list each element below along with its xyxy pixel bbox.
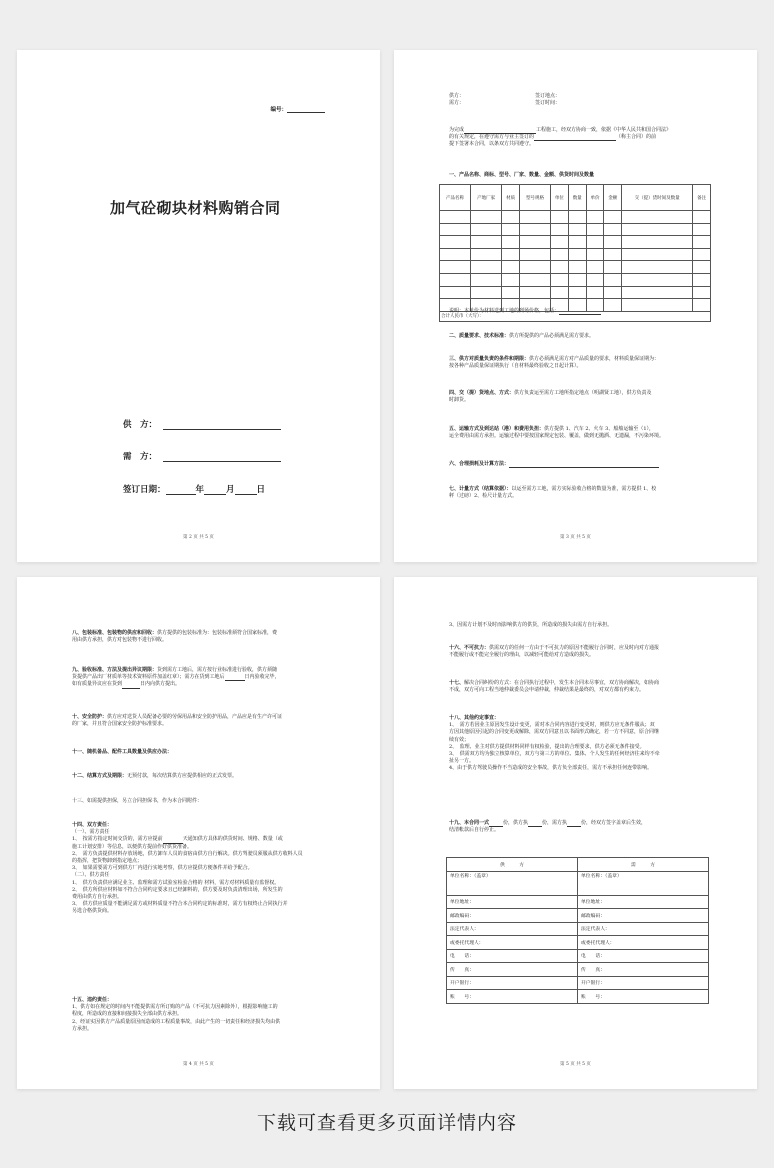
supplier-label: 供 方： [123,420,158,430]
table-row: 单位地址： 单位地址： [447,895,709,909]
buyer-blank [163,452,281,462]
table-row: 单位名称：（盖章） 单位名称：（盖章） [447,871,709,895]
col-header: 单位 [551,185,569,211]
page-contract-2 [17,577,380,1089]
buyer-row [123,450,281,462]
page-number: 第 2 页 共 5 页 [183,535,214,540]
section-14: 十四、双方责任： （一）、需方责任 1、 按需方指定时间交货的，需方应提前 天通知供方具体的供货时间、规格、数量（或 施工计划安排）等信息，以便供方提前作好供货准备。 2、 需方负责提供材料存放场地，供方卸车人员的食宿由供方自行解决。供方驾驶员须服从供方收料人员 的指挥，把货物卸到指定地点； 3、 如果需要需方可到供方厂内进行实地考察，供方应提供方便条件并给予配合。 （二）、供方责任 1、 供方负责供应满足业主、监理和需方试验室检验合格的 材料，需方对材料质量有监督权。 2、 供方所供应材料如不符合合同约定要求且已经卸料的，供方要及时负责清理出场，所发生的 费用由供方自行承担。 3、 供方供应质量不能满足需方或材料质量不符合本合同约定的标准时，需方有权终止合同执行并 另选合格供货商。 [72,822,303,915]
download-caption: 下载可查看更多页面详情内容 [256,1112,517,1134]
supplier-row [123,418,281,430]
col-header: 数量 [568,185,586,211]
liability-item-3: 3、因需方计划不及时而影响供方的供货，所造成的损失由需方自行承担。 [449,622,613,628]
col-header: 材质 [502,185,520,211]
section-3: 三、供方对质量负责的条件和期限：供方必须满足需方对产品质量的要求，材料质量保证期为： 按各种产品质量保证期执行（自材料最终验收之日起计算）。 [449,356,660,370]
doc-no-label: 编号： [270,107,287,113]
section-16: 十六、不可抗力：供需双方的任何一方由于不可抗力的原因不能履行合同时，应及时向对方通报 不能履行或不能完全履行的理由，以减轻可能给对方造成的损失。 [449,645,660,659]
page-number: 第 3 页 共 5 页 [560,535,591,540]
section-6: 六、合理损耗及计算方法： [449,461,659,468]
section-17: 十七、解决合同纠纷的方式：在合同执行过程中，发生本合同未尽事宜，双方协商解决，如协商 不成，双方可向工程当地仲裁委员会申请仲裁，仲裁结果是最终的，对双方都有约束力。 [449,680,660,694]
section-8: 八、包装标准、包装物的供应和回收：供方提供的包装标准为：包装标准须符合国家标准，费 用由供方承担，供方对包装物不进行回收。 [72,630,278,644]
table-row: 账 号： 账 号： [447,990,709,1004]
table-row [440,286,711,299]
section-10: 十、安全防护：供方应对送货人员配备必要的劳保用品和安全防护用品，产品应是有生产许可证 的厂家，并且符合国家安全防护标准要求。 [72,714,283,728]
document-title: 加气砼砌块材料购销合同 [110,199,281,217]
sign-date-label: 签订日期： [123,485,166,495]
section-19: 十九、本合同一式 份，供方执 份，需方执 份，经双方签字盖章后生效， 结清帐款后自行停止。 [449,820,647,834]
table-row [440,273,711,286]
section-13: 十三、如需提供担保，另立合同担保书，作为本合同附件： [72,798,203,804]
page-contract-3 [394,577,757,1089]
section-15: 十五、违约责任： 1、供方如在规定的时间内不能提供需方所订购的产品（不可抗力因素除外），根据影响施工的 程度，所造成的直接和间接损失全部由供方承担。 2、经证实因供方产品质量原因而造成的工程质量事故，由此产生的一切责任和经济损失均由供 方承担。 [72,997,281,1032]
col-header: 交（提）货时间及数量 [622,185,693,211]
section-4: 四、交（提）货地点、方式：供方负责运至需方工地所指定地点（明湖贤工地），供方负责及 时卸货。 [449,390,652,404]
table-row: 法定代表人： 法定代表人： [447,922,709,936]
intro-paragraph: 为完成 工程施工，经双方协商一致，依据《中华人民共和国合同法》 的有关规定，在遵守需方与业主签订的 （称主合同）的前 提下签署本合同，以条双方共同遵守。 [449,127,672,148]
section-18: 十八、其他约定事宜： 1、 需方若因业主原因发生设计变更，需对本合同内容进行变更时，则供方应无条件服从；双 方因其他原因引起的合同变更或解除，需双方同意且以书面形式确定，若一方不同意，原合同继 续有效； 2、 监理、业主对供方提供材料同样有权检验，提出的合理要求，供方必须无条件接受。 3、 供需双方均为独立核算单位，双方与第三方的单位、集体、个人发生的任何经济往来均不牵 扯另一方。 4、由于供方驾驶员操作不当造成的安全事故，供方负全部责任，需方不承担任何连带影响。 [449,715,660,772]
section-2: 二、质量要求、技术标准：供方所提供的产品必须满足需方要求。 [449,333,595,339]
table-row [440,248,711,261]
section-7: 七、计量方式（结算依据）：以运至需方工地，需方实际验收合格的数量为准，需方提供 1、校 秤（过磅）2、检尺计量方式。 [449,486,657,500]
table-row [440,236,711,249]
col-header: 产地厂家 [471,185,502,211]
col-header: 金额 [604,185,622,211]
signature-table-header: 供 方 需 方 [447,858,709,872]
table-row: 开户银行： 开户银行： [447,976,709,990]
section-5: 五、运输方式及到达站（港）和费用负担：供方提供 1、汽车 2、火车 3、船舶运输至（1）， 运全费用由需方承担。运输过程中要按国家规定包装、覆盖，做到无抛洒、无遗漏，不污染环境。 [449,426,665,440]
section-9: 九、验收标准、方法及提出异议期限：货到需方工地后，需方按行业标准进行验收，供方须随 货提供产品出厂材质单等技术资料原件加盖红章）；需方在货到工地后 日内验收完毕， 如有质量异议应在货到 日内向供方提出。 [72,667,280,688]
page-number: 第 4 页 共 5 页 [183,1062,214,1067]
page-number: 第 5 页 共 5 页 [560,1062,591,1067]
product-table [439,184,711,322]
section-1-title: 一、产品名称、商标、型号、厂家、数量、金额、供货时间及数量 [449,172,595,178]
col-header: 备注 [693,185,711,211]
note-line: 说明：本单价为材料送到工地的到场价格，包括： [449,308,601,315]
table-row: 或委托代理人： 或委托代理人： [447,936,709,950]
signature-table [446,857,709,1004]
page-cover [17,50,380,562]
table-row: 电 话： 电 话： [447,949,709,963]
section-11: 十一、随机备品、配件工具数量及供应办法： [72,749,173,755]
col-header: 型号规格 [519,185,550,211]
supplier-blank [163,420,281,430]
col-header: 产品名称 [440,185,471,211]
header-block: 供方： 签订地点： 需方： 签订时间： [449,93,561,107]
buyer-label: 需 方： [123,452,158,462]
page-contract-1 [394,50,757,562]
table-row [440,211,711,224]
sign-date-row: 签订日期： 年 月 日 [123,485,266,495]
col-header: 单价 [586,185,604,211]
table-row: 传 真： 传 真： [447,963,709,977]
section-12: 十二、结算方式及期限：无预付款，每次结算供方应提供相应的正式发票。 [72,773,238,779]
product-table-header [440,185,711,211]
table-row [440,223,711,236]
table-row: 邮政编码： 邮政编码： [447,909,709,923]
table-row [440,261,711,274]
document-number [270,105,325,113]
doc-no-blank [287,106,325,113]
total-label: 合计人民币（大写）： [440,311,711,321]
